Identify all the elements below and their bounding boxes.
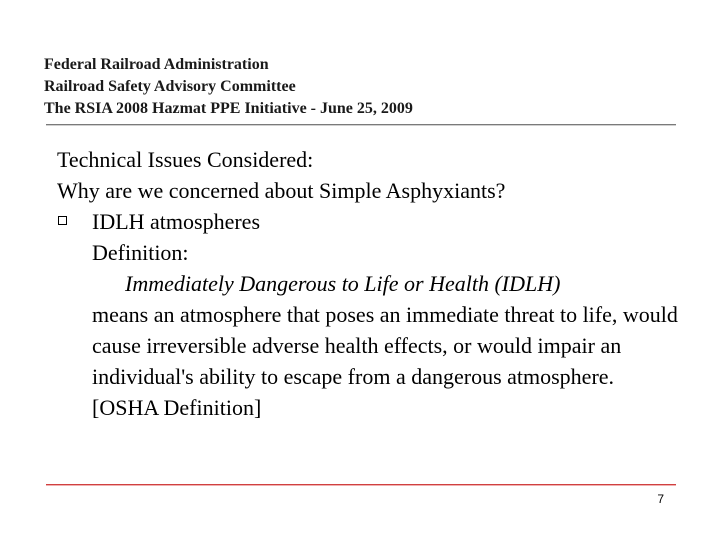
header-divider [46,124,676,126]
header-line-initiative: The RSIA 2008 Hazmat PPE Initiative - June 25, 2009 [44,100,413,117]
page-number: 7 [657,492,664,506]
question-text: Why are we concerned about Simple Asphyxiants? [57,178,506,203]
header-line-committee: Railroad Safety Advisory Committee [44,78,296,95]
header-line-agency: Federal Railroad Administration [44,56,269,73]
definition-text: means an atmosphere that poses an immediate threat to life, would cause irreversible adverse health effects, or would impair an individual's ability to escape from a dangerous atmosphere. [OSHA Definition] [92,302,678,420]
section-heading: Technical Issues Considered: [57,147,314,172]
definition-label: Definition: [92,240,189,265]
footer-divider [46,484,676,486]
bullet-label: IDLH atmospheres [92,209,261,234]
defined-term: Immediately Dangerous to Life or Health (IDLH) [125,271,561,296]
slide-header [44,54,413,120]
bullet-item-idlh [57,206,687,237]
hollow-square-bullet-icon [58,216,67,225]
slide-body [57,144,687,423]
